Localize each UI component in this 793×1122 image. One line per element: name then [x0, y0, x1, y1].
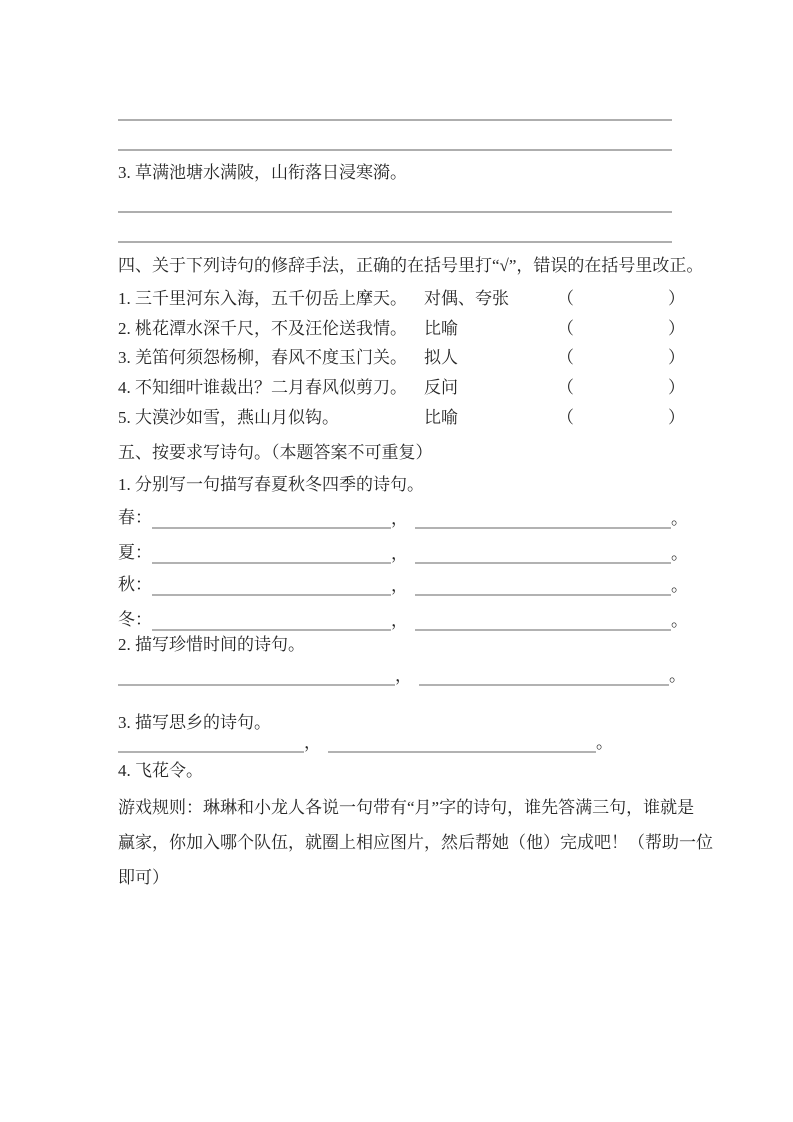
game-rules-line: 游戏规则：琳琳和小龙人各说一句带有“月”字的诗句，谁先答满三句，谁就是	[118, 798, 695, 817]
rhetoric-device-label: 比喻	[424, 408, 458, 427]
season-row-summer	[118, 538, 688, 564]
poem-text: 1. 三千里河东入海，五千仞岳上摩天。	[118, 289, 407, 308]
period: 。	[671, 611, 688, 630]
season-label: 冬：	[118, 610, 152, 629]
answer-blank[interactable]	[415, 559, 671, 564]
season-row-winter	[118, 605, 688, 631]
answer-blank[interactable]	[415, 591, 671, 596]
bracket-open: （	[557, 348, 574, 367]
rhetoric-device-label: 对偶、夸张	[424, 289, 509, 308]
season-row-autumn	[118, 570, 688, 596]
season-row-spring	[118, 503, 688, 529]
period: 。	[671, 509, 688, 528]
bracket-close: ）	[668, 408, 685, 427]
bracket-close: ）	[668, 348, 685, 367]
q3-answer-row	[118, 727, 613, 753]
game-rules-paragraph	[118, 790, 713, 895]
rhetoric-device-label: 反问	[424, 378, 458, 397]
poem-text: 3. 羌笛何须怨杨柳，春风不度玉门关。	[118, 348, 407, 367]
answer-blank-line[interactable]	[118, 119, 672, 121]
bracket-open: （	[557, 319, 574, 338]
rhetoric-device-label: 拟人	[424, 348, 458, 367]
poem-text: 5. 大漠沙如雪，燕山月似钩。	[118, 408, 339, 427]
poem-row-5	[118, 406, 685, 430]
q3-label: 3. 描写思乡的诗句。	[118, 713, 271, 732]
period: 。	[671, 576, 688, 595]
exercise-item-3-text: 3. 草满池塘水满陂，山衔落日浸寒漪。	[118, 163, 407, 182]
section5-title: 五、按要求写诗句。（本题答案不可重复）	[118, 443, 433, 462]
season-label: 春：	[118, 508, 152, 527]
season-label: 夏：	[118, 543, 152, 562]
comma: ，	[391, 611, 408, 630]
answer-blank[interactable]	[118, 681, 395, 686]
correction-answer-area[interactable]	[576, 376, 666, 398]
rhetoric-device-label: 比喻	[424, 319, 458, 338]
bracket-close: ）	[668, 378, 685, 397]
answer-blank[interactable]	[415, 524, 671, 529]
correction-answer-area[interactable]	[576, 346, 666, 368]
season-label: 秋：	[118, 575, 152, 594]
answer-blank[interactable]	[152, 559, 391, 564]
poem-text: 2. 桃花潭水深千尺，不及汪伦送我情。	[118, 319, 407, 338]
answer-blank-line[interactable]	[118, 149, 672, 151]
comma: ，	[391, 544, 408, 563]
poem-row-4	[118, 376, 685, 400]
answer-blank[interactable]	[415, 626, 671, 631]
q2-answer-row	[118, 660, 686, 686]
comma: ，	[304, 733, 321, 752]
q1-label: 1. 分别写一句描写春夏秋冬四季的诗句。	[118, 475, 424, 494]
comma: ，	[391, 509, 408, 528]
answer-blank[interactable]	[328, 748, 596, 753]
bracket-open: （	[557, 408, 574, 427]
poem-row-1	[118, 287, 685, 311]
answer-blank-line[interactable]	[118, 211, 672, 213]
poem-text: 4. 不知细叶谁裁出？二月春风似剪刀。	[118, 378, 407, 397]
bracket-close: ）	[668, 319, 685, 338]
answer-blank[interactable]	[152, 524, 391, 529]
correction-answer-area[interactable]	[576, 287, 666, 309]
section4-title: 四、关于下列诗句的修辞手法，正确的在括号里打“√”，错误的在括号里改正。	[118, 256, 704, 275]
answer-blank[interactable]	[152, 591, 391, 596]
correction-answer-area[interactable]	[576, 317, 666, 339]
poem-row-2	[118, 317, 685, 341]
comma: ，	[395, 666, 412, 685]
period: 。	[671, 544, 688, 563]
bracket-close: ）	[668, 289, 685, 308]
game-rules-line: 赢家，你加入哪个队伍，就圈上相应图片，然后帮她（他）完成吧！（帮助一位	[118, 833, 713, 852]
poem-row-3	[118, 346, 685, 370]
game-rules-line: 即可）	[118, 868, 169, 887]
q2-label: 2. 描写珍惜时间的诗句。	[118, 635, 305, 654]
correction-answer-area[interactable]	[576, 406, 666, 428]
period: 。	[669, 666, 686, 685]
q4-label: 4. 飞花令。	[118, 761, 203, 780]
bracket-open: （	[557, 378, 574, 397]
answer-blank[interactable]	[118, 748, 304, 753]
comma: ，	[391, 576, 408, 595]
answer-blank[interactable]	[152, 626, 391, 631]
period: 。	[596, 733, 613, 752]
answer-blank-line[interactable]	[118, 241, 672, 243]
bracket-open: （	[557, 289, 574, 308]
answer-blank[interactable]	[419, 681, 669, 686]
